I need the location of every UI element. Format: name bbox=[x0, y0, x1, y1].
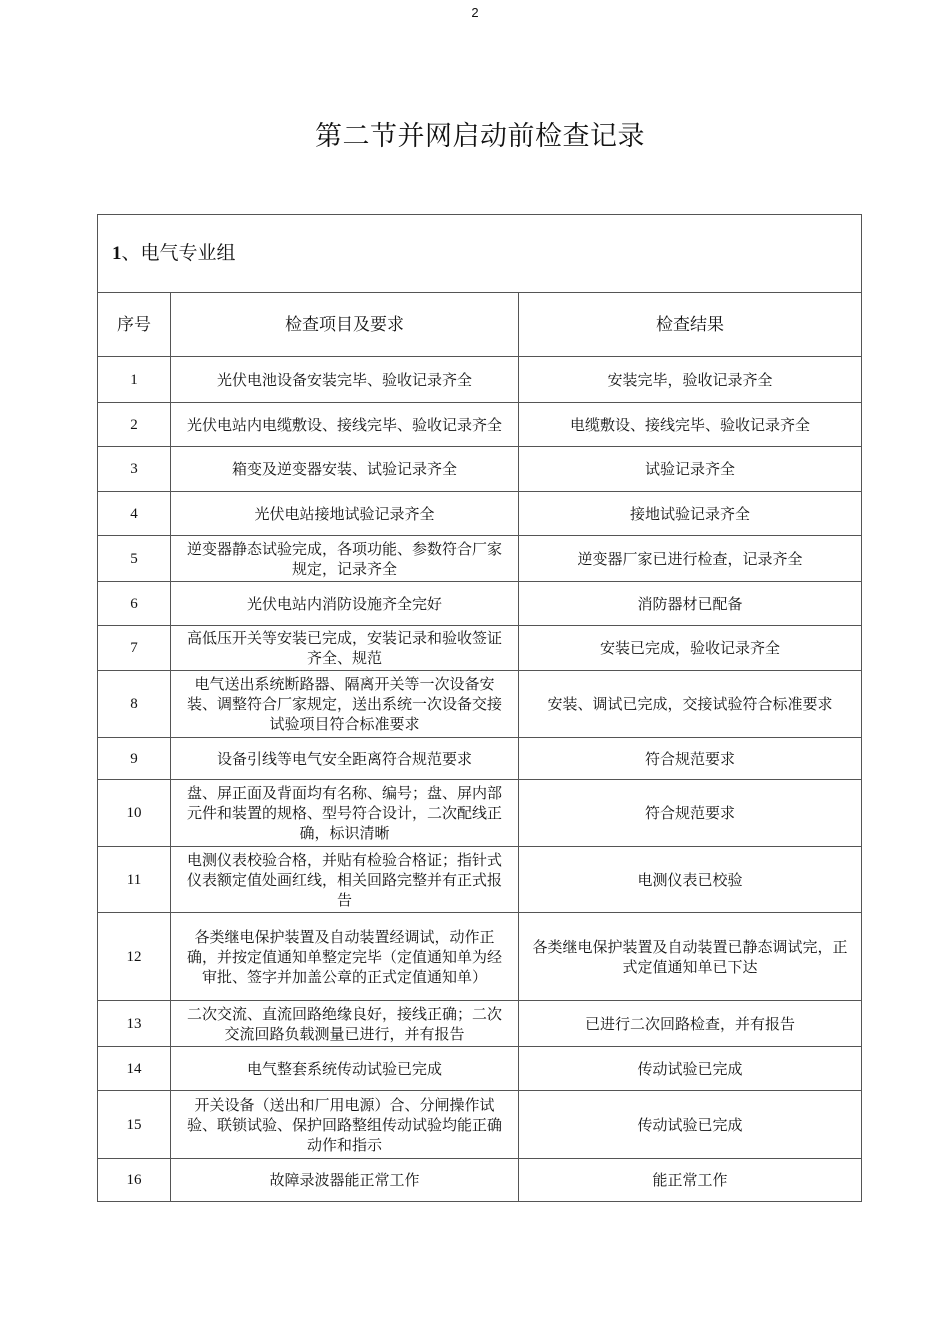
row-result: 试验记录齐全 bbox=[519, 447, 862, 492]
row-seq: 12 bbox=[98, 913, 171, 1001]
row-item: 光伏电站接地试验记录齐全 bbox=[171, 492, 519, 536]
row-item: 各类继电保护装置及自动装置经调试，动作正确，并按定值通知单整定完毕（定值通知单为经审批、签字并加盖公章的正式定值通知单） bbox=[171, 913, 519, 1001]
table-row bbox=[98, 847, 862, 913]
table-row bbox=[98, 780, 862, 847]
table-row bbox=[98, 626, 862, 671]
row-result: 符合规范要求 bbox=[519, 738, 862, 780]
section-title: 、电气专业组 bbox=[121, 242, 236, 264]
row-seq: 7 bbox=[98, 626, 171, 671]
section-number: 1 bbox=[112, 243, 122, 264]
row-result: 安装完毕，验收记录齐全 bbox=[519, 357, 862, 403]
row-seq: 3 bbox=[98, 447, 171, 492]
row-item: 光伏电站内电缆敷设、接线完毕、验收记录齐全 bbox=[171, 403, 519, 447]
table-row bbox=[98, 1047, 862, 1091]
row-item: 二次交流、直流回路绝缘良好，接线正确；二次交流回路负载测量已进行，并有报告 bbox=[171, 1001, 519, 1047]
header-row bbox=[98, 293, 862, 357]
section-row bbox=[98, 215, 862, 293]
row-result: 传动试验已完成 bbox=[519, 1047, 862, 1091]
table-row bbox=[98, 582, 862, 626]
row-result: 消防器材已配备 bbox=[519, 582, 862, 626]
table-row bbox=[98, 913, 862, 1001]
row-seq: 5 bbox=[98, 536, 171, 582]
row-item: 开关设备（送出和厂用电源）合、分闸操作试验、联锁试验、保护回路整组传动试验均能正确动作和指示 bbox=[171, 1091, 519, 1159]
row-seq: 11 bbox=[98, 847, 171, 913]
row-seq: 13 bbox=[98, 1001, 171, 1047]
table-row bbox=[98, 447, 862, 492]
row-result: 电缆敷设、接线完毕、验收记录齐全 bbox=[519, 403, 862, 447]
row-result: 能正常工作 bbox=[519, 1159, 862, 1202]
table-row bbox=[98, 671, 862, 738]
table-row bbox=[98, 357, 862, 403]
row-result: 符合规范要求 bbox=[519, 780, 862, 847]
table-row bbox=[98, 1091, 862, 1159]
document-title: 第二节并网启动前检查记录 bbox=[315, 121, 645, 152]
row-item: 电气送出系统断路器、隔离开关等一次设备安装、调整符合厂家规定，送出系统一次设备交接试验项目符合标准要求 bbox=[171, 671, 519, 738]
table-row bbox=[98, 492, 862, 536]
row-item: 箱变及逆变器安装、试验记录齐全 bbox=[171, 447, 519, 492]
page-number: 2 bbox=[471, 5, 479, 20]
row-seq: 6 bbox=[98, 582, 171, 626]
row-seq: 9 bbox=[98, 738, 171, 780]
row-seq: 14 bbox=[98, 1047, 171, 1091]
row-item: 故障录波器能正常工作 bbox=[171, 1159, 519, 1202]
section-heading bbox=[98, 215, 862, 293]
table-row bbox=[98, 403, 862, 447]
row-result: 安装、调试已完成，交接试验符合标准要求 bbox=[519, 671, 862, 738]
row-item: 逆变器静态试验完成，各项功能、参数符合厂家规定，记录齐全 bbox=[171, 536, 519, 582]
row-seq: 15 bbox=[98, 1091, 171, 1159]
row-seq: 2 bbox=[98, 403, 171, 447]
table-row bbox=[98, 536, 862, 582]
header-result: 检查结果 bbox=[519, 293, 862, 357]
row-result: 逆变器厂家已进行检查，记录齐全 bbox=[519, 536, 862, 582]
row-seq: 1 bbox=[98, 357, 171, 403]
header-seq: 序号 bbox=[98, 293, 171, 357]
row-result: 安装已完成，验收记录齐全 bbox=[519, 626, 862, 671]
row-item: 电气整套系统传动试验已完成 bbox=[171, 1047, 519, 1091]
inspection-table bbox=[97, 214, 862, 1202]
row-item: 光伏电站内消防设施齐全完好 bbox=[171, 582, 519, 626]
row-result: 各类继电保护装置及自动装置已静态调试完，正式定值通知单已下达 bbox=[519, 913, 862, 1001]
row-item: 设备引线等电气安全距离符合规范要求 bbox=[171, 738, 519, 780]
row-result: 接地试验记录齐全 bbox=[519, 492, 862, 536]
table-row bbox=[98, 1001, 862, 1047]
header-item: 检查项目及要求 bbox=[171, 293, 519, 357]
row-result: 电测仪表已校验 bbox=[519, 847, 862, 913]
row-item: 电测仪表校验合格，并贴有检验合格证；指针式仪表额定值处画红线，相关回路完整并有正式报告 bbox=[171, 847, 519, 913]
row-seq: 16 bbox=[98, 1159, 171, 1202]
row-result: 传动试验已完成 bbox=[519, 1091, 862, 1159]
row-item: 高低压开关等安装已完成，安装记录和验收签证齐全、规范 bbox=[171, 626, 519, 671]
row-item: 光伏电池设备安装完毕、验收记录齐全 bbox=[171, 357, 519, 403]
row-seq: 8 bbox=[98, 671, 171, 738]
row-result: 已进行二次回路检查，并有报告 bbox=[519, 1001, 862, 1047]
table-row bbox=[98, 738, 862, 780]
table-row bbox=[98, 1159, 862, 1202]
row-seq: 10 bbox=[98, 780, 171, 847]
row-item: 盘、屏正面及背面均有名称、编号；盘、屏内部元件和装置的规格、型号符合设计，二次配线正确，标识清晰 bbox=[171, 780, 519, 847]
row-seq: 4 bbox=[98, 492, 171, 536]
